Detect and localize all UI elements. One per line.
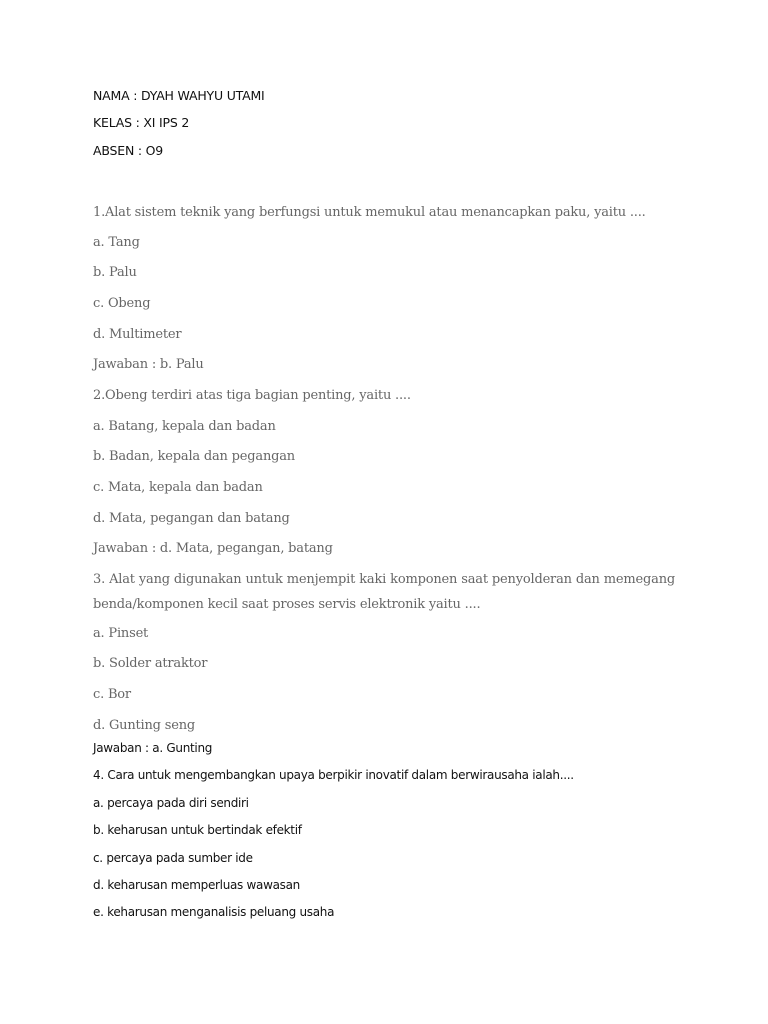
question-1-option-c: c. Obeng — [93, 296, 151, 311]
question-3-option-b: b. Solder atraktor — [93, 656, 208, 671]
question-1-option-d: d. Multimeter — [93, 327, 182, 342]
question-1-option-b: b. Palu — [93, 265, 137, 280]
question-4-option-a: a. percaya pada diri sendiri — [93, 796, 249, 810]
question-3-text-line-1: 3. Alat yang digunakan untuk menjempit kaki komponen saat penyolderan dan memegang — [93, 572, 675, 587]
student-absen: ABSEN : O9 — [93, 143, 164, 158]
question-3-option-d: d. Gunting seng — [93, 718, 195, 733]
question-2-option-c: c. Mata, kepala dan badan — [93, 480, 263, 495]
question-2-option-a: a. Batang, kepala dan badan — [93, 419, 276, 434]
question-4-option-c: c. percaya pada sumber ide — [93, 851, 253, 865]
student-class: KELAS : XI IPS 2 — [93, 115, 190, 130]
question-2-option-d: d. Mata, pegangan dan batang — [93, 511, 290, 526]
student-name: NAMA : DYAH WAHYU UTAMI — [93, 88, 265, 103]
question-2-text: 2.Obeng terdiri atas tiga bagian penting, yaitu .... — [93, 388, 411, 403]
question-3-answer: Jawaban : a. Gunting — [93, 741, 213, 755]
question-1-answer: Jawaban : b. Palu — [93, 357, 204, 372]
question-4-text: 4. Cara untuk mengembangkan upaya berpikir inovatif dalam berwirausaha ialah.... — [93, 768, 574, 782]
question-4-option-b: b. keharusan untuk bertindak efektif — [93, 823, 302, 837]
question-2-option-b: b. Badan, kepala dan pegangan — [93, 449, 295, 464]
question-3-text-line-2: benda/komponen kecil saat proses servis elektronik yaitu .... — [93, 597, 481, 612]
question-2-answer: Jawaban : d. Mata, pegangan, batang — [93, 541, 333, 556]
question-1-text: 1.Alat sistem teknik yang berfungsi untuk memukul atau menancapkan paku, yaitu .... — [93, 205, 646, 220]
question-4-option-e: e. keharusan menganalisis peluang usaha — [93, 905, 335, 919]
question-3-option-a: a. Pinset — [93, 626, 149, 641]
question-1-option-a: a. Tang — [93, 235, 140, 250]
question-3-option-c: c. Bor — [93, 687, 131, 702]
question-4-option-d: d. keharusan memperluas wawasan — [93, 878, 300, 892]
